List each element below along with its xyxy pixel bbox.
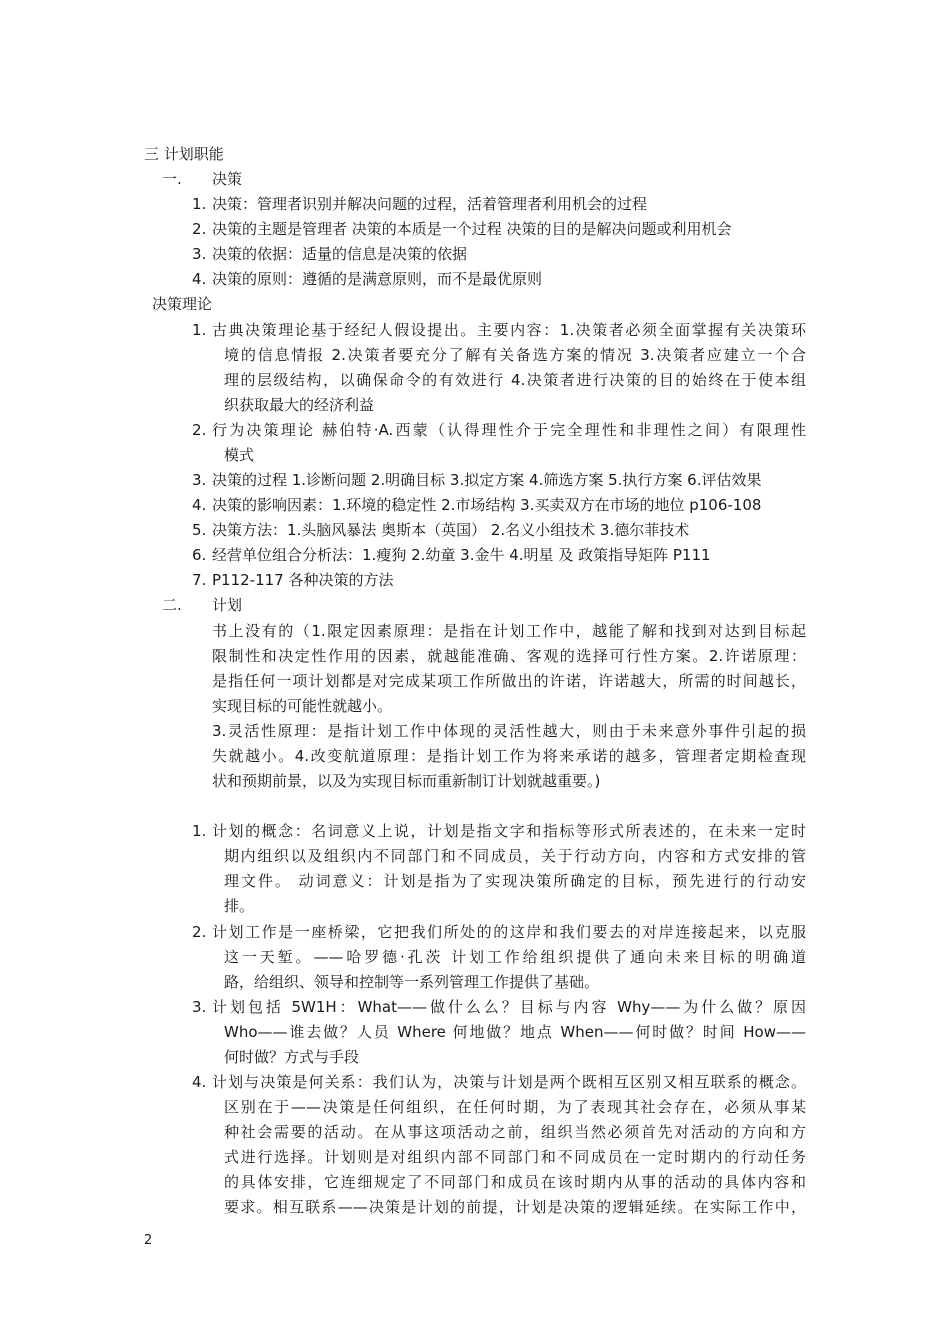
list-item-line: 决策的过程 1.诊断问题 2.明确目标 3.拟定方案 4.筛选方案 5.执行方案 6.评估效果 <box>212 471 762 489</box>
list-item-line: 要求。相互联系——决策是计划的前提，计划是决策的逻辑延续。在实际工作中， <box>224 1198 806 1216</box>
list-item-line: P112-117 各种决策的方法 <box>212 571 394 589</box>
list-number: 6. <box>192 546 207 564</box>
section1-title: 决策 <box>212 170 243 188</box>
list-item-line: Who——谁去做？人员 Where 何地做？地点 When——何时做？时间 How—— <box>224 1023 806 1041</box>
list-item-line: 何时做？方式与手段 <box>224 1048 360 1066</box>
list-number: 2. <box>192 923 207 941</box>
list-item-line: 模式 <box>224 446 255 464</box>
list-number: 2. <box>192 421 207 439</box>
paragraph-line: 书上没有的（1.限定因素原理：是指在计划工作中，越能了解和找到对达到目标起 <box>212 622 806 640</box>
section2-marker: 二. <box>162 596 182 614</box>
list-number: 3. <box>192 245 207 263</box>
list-number: 2. <box>192 220 207 238</box>
list-number: 3. <box>192 998 207 1016</box>
list-item-line: 理的层级结构，以确保命令的有效进行 4.决策者进行决策的目的始终在于使本组 <box>224 371 806 389</box>
list-item-line: 计划包括 5W1H：What——做什么么？目标与内容 Why——为什么做？原因 <box>212 998 806 1016</box>
list-number: 4. <box>192 1073 207 1091</box>
list-item-line: 的具体安排，它连细规定了不同部门和成员在该时期内从事的活动的具体内容和 <box>224 1173 806 1191</box>
paragraph-line: 实现目标的可能性就越小。 <box>212 697 393 715</box>
list-item: 决策的主题是管理者 决策的本质是一个过程 决策的目的是解决问题或利用机会 <box>212 220 732 238</box>
theory-title: 决策理论 <box>152 295 213 313</box>
list-item-line: 行为决策理论 赫伯特·A.西蒙（认得理性介于完全理性和非理性之间）有限理性 <box>212 421 806 439</box>
list-item-line: 路，给组织、领导和控制等一系列管理工作提供了基础。 <box>224 973 600 991</box>
list-item-line: 决策的影响因素：1.环境的稳定性 2.市场结构 3.买卖双方在市场的地位 p106-108 <box>212 496 762 514</box>
list-item: 决策：管理者识别并解决问题的过程，活着管理者利用机会的过程 <box>212 195 648 213</box>
list-number: 1. <box>192 321 207 339</box>
list-number: 1. <box>192 822 207 840</box>
chapter-title: 三 计划职能 <box>144 145 224 163</box>
list-number: 1. <box>192 195 207 213</box>
paragraph-line: 状和预期前景，以及为实现目标而重新制订计划就越重要。) <box>212 772 601 790</box>
list-item-line: 境的信息情报 2.决策者要充分了解有关备选方案的情况 3.决策者应建立一个合 <box>224 346 806 364</box>
page-number: 2 <box>144 1233 153 1248</box>
list-number: 4. <box>192 270 207 288</box>
section2-title: 计划 <box>212 596 243 614</box>
list-number: 4. <box>192 496 207 514</box>
list-item-line: 期内组织以及组织内不同部门和不同成员，关于行动方向，内容和方式安排的管 <box>224 847 806 865</box>
list-number: 7. <box>192 571 207 589</box>
list-item-line: 古典决策理论基于经纪人假设提出。主要内容：1.决策者必须全面掌握有关决策环 <box>212 321 806 339</box>
list-item-line: 排。 <box>224 897 255 915</box>
list-item: 决策的原则：遵循的是满意原则，而不是最优原则 <box>212 270 543 288</box>
list-item-line: 这一天堑。——哈罗德·孔茨 计划工作给组织提供了通向未来目标的明确道 <box>224 948 806 966</box>
paragraph-line: 是指任何一项计划都是对完成某项工作所做出的许诺，许诺越大，所需的时间越长， <box>212 672 806 690</box>
list-item-line: 计划工作是一座桥梁，它把我们所处的的这岸和我们要去的对岸连接起来，以克服 <box>212 923 806 941</box>
list-item-line: 计划的概念：名词意义上说，计划是指文字和指标等形式所表述的，在未来一定时 <box>212 822 806 840</box>
list-item-line: 经营单位组合分析法：1.瘦狗 2.幼童 3.金牛 4.明星 及 政策指导矩阵 P111 <box>212 546 711 564</box>
list-item-line: 区别在于——决策是任何组织，在任何时期，为了表现其社会存在，必须从事某 <box>224 1098 806 1116</box>
list-item-line: 式进行选择。计划则是对组织内部不同部门和不同成员在一定时期内的行动任务 <box>224 1148 806 1166</box>
paragraph-line: 失就越小。4.改变航道原理：是指计划工作为将来承诺的越多，管理者定期检查现 <box>212 747 806 765</box>
paragraph-line: 3.灵活性原理：是指计划工作中体现的灵活性越大，则由于未来意外事件引起的损 <box>212 722 806 740</box>
section1-marker: 一. <box>162 170 182 188</box>
list-item-line: 决策方法：1.头脑风暴法 奥斯本（英国） 2.名义小组技术 3.德尔菲技术 <box>212 521 690 539</box>
list-item-line: 织获取最大的经济利益 <box>224 396 375 414</box>
list-item: 决策的依据：适量的信息是决策的依据 <box>212 245 468 263</box>
list-number: 3. <box>192 471 207 489</box>
paragraph-line: 限制性和决定性作用的因素，就越能准确、客观的选择可行性方案。2.许诺原理： <box>212 647 806 665</box>
list-item-line: 理文件。 动词意义：计划是指为了实现决策所确定的目标，预先进行的行动安 <box>224 872 806 890</box>
list-item-line: 种社会需要的活动。在从事这项活动之前，组织当然必须首先对活动的方向和方 <box>224 1123 806 1141</box>
list-item-line: 计划与决策是何关系：我们认为，决策与计划是两个既相互区别又相互联系的概念。 <box>212 1073 806 1091</box>
list-number: 5. <box>192 521 207 539</box>
